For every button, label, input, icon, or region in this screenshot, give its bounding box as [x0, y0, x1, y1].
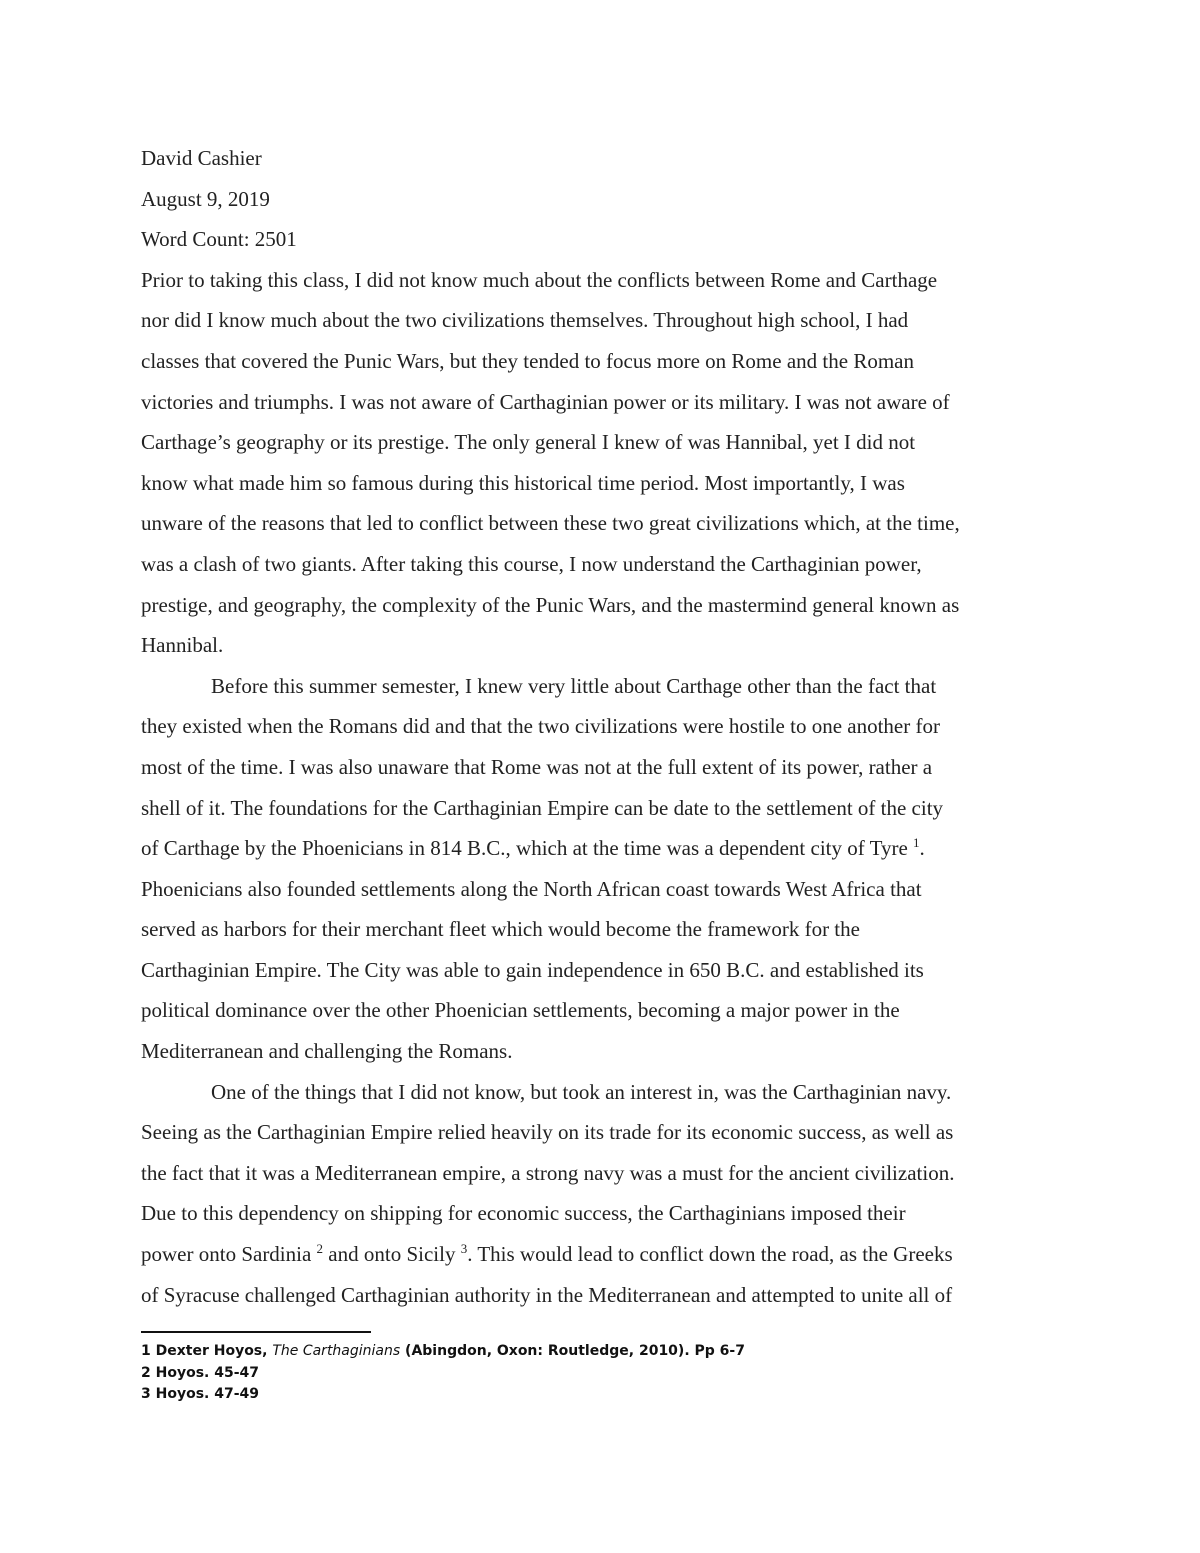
paragraph-1-line: nor did I know much about the two civilizations themselves. Throughout high school, I had	[141, 308, 909, 333]
footnote-separator	[141, 1331, 371, 1333]
footnote-2: 2 Hoyos. 45-47	[141, 1364, 259, 1381]
paragraph-1-line: was a clash of two giants. After taking this course, I now understand the Carthaginian power,	[141, 551, 922, 576]
paragraph-2-line: they existed when the Romans did and that the two civilizations were hostile to one another for	[141, 714, 940, 739]
footnote-3: 3 Hoyos. 47-49	[141, 1386, 259, 1402]
word-count: Word Count: 2501	[141, 227, 297, 252]
footnote-1-details: (Abingdon, Oxon: Routledge, 2010). Pp 6-7	[400, 1343, 745, 1359]
paragraph-2-line: Carthaginian Empire. The City was able to gain independence in 650 B.C. and established its	[141, 957, 924, 982]
paragraph-3-line: One of the things that I did not know, but took an interest in, was the Carthaginian navy.	[211, 1079, 952, 1104]
paragraph-3-line: Seeing as the Carthaginian Empire relied heavily on its trade for its economic success, as well as	[141, 1120, 954, 1145]
footnote-ref-2: 2	[316, 1241, 324, 1257]
paragraph-3-line: Due to this dependency on shipping for economic success, the Carthaginians imposed their	[141, 1201, 906, 1226]
paragraph-1-line: prestige, and geography, the complexity of the Punic Wars, and the mastermind general known as	[141, 592, 960, 617]
paragraph-3-line: of Syracuse challenged Carthaginian authority in the Mediterranean and attempted to unite all of	[141, 1282, 953, 1307]
footnotes	[141, 1341, 1061, 1406]
footnote-1	[141, 1341, 1061, 1363]
footnote-1-title: The Carthaginians	[272, 1343, 401, 1359]
line-period: .	[919, 836, 925, 861]
paragraph-1-line: know what made him so famous during this historical time period. Most importantly, I was	[141, 470, 905, 495]
document-body	[141, 138, 1061, 1315]
paragraph-3-line-with-footnotes	[141, 1234, 1061, 1275]
paragraph-1-line: unware of the reasons that led to conflict between these two great civilizations which, at the time,	[141, 511, 960, 536]
paragraph-2-line: Before this summer semester, I knew very little about Carthage other than the fact that	[211, 673, 937, 698]
paragraph-3-line: the fact that it was a Mediterranean empire, a strong navy was a must for the ancient civilization.	[141, 1160, 955, 1185]
document-date: August 9, 2019	[141, 186, 270, 211]
paragraph-2-line: shell of it. The foundations for the Carthaginian Empire can be date to the settlement of the city	[141, 795, 944, 820]
paragraph-2-line: most of the time. I was also unaware that Rome was not at the full extent of its power, rather a	[141, 754, 933, 779]
line-text-a: power onto Sardinia	[141, 1242, 317, 1267]
paragraph-2-line: Phoenicians also founded settlements along the North African coast towards West Africa that	[141, 876, 922, 901]
paragraph-1-line: victories and triumphs. I was not aware of Carthaginian power or its military. I was not aware of	[141, 389, 950, 414]
line-text-c: .	[467, 1242, 478, 1267]
paragraph-1-line: Prior to taking this class, I did not know much about the conflicts between Rome and Carthage	[141, 267, 938, 292]
line-text-d: This would lead to conflict down the road, as the Greeks	[477, 1242, 953, 1267]
paragraph-2-line-text: of Carthage by the Phoenicians in 814 B.C., which at the time was a dependent city of Tyre	[141, 836, 914, 861]
paragraph-1-line: Hannibal.	[141, 633, 224, 658]
author-name: David Cashier	[141, 146, 262, 170]
footnote-1-author: 1 Dexter Hoyos,	[141, 1343, 273, 1359]
paragraph-2-line: Mediterranean and challenging the Romans.	[141, 1039, 513, 1064]
paragraph-2-line-with-footnote	[141, 828, 1061, 869]
paragraph-2-line: served as harbors for their merchant fleet which would become the framework for the	[141, 917, 860, 942]
paragraph-2-line: political dominance over the other Phoenician settlements, becoming a major power in the	[141, 998, 900, 1023]
footnote-ref-1: 1	[913, 835, 920, 851]
paragraph-1-line: classes that covered the Punic Wars, but they tended to focus more on Rome and the Roman	[141, 348, 914, 373]
paragraph-1-line: Carthage’s geography or its prestige. The only general I knew of was Hannibal, yet I did not	[141, 430, 916, 455]
line-text-b: and onto Sicily	[323, 1242, 461, 1267]
footnote-ref-3: 3	[460, 1241, 468, 1257]
